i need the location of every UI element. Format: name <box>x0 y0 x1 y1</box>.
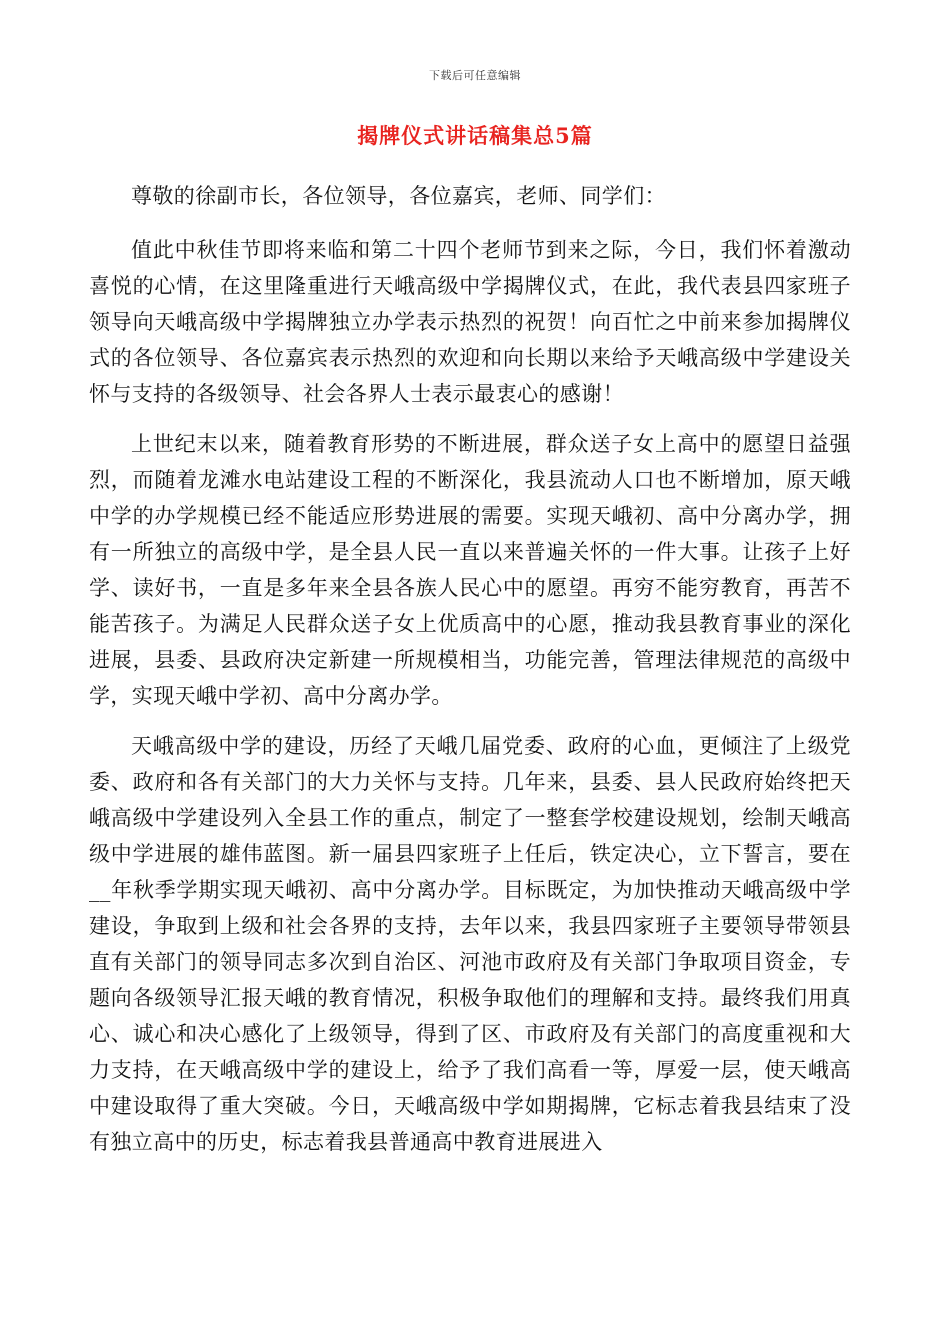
body-paragraph: 天峨高级中学的建设，历经了天峨几届党委、政府的心血，更倾注了上级党委、政府和各有关部门的大力关怀与支持。几年来，县委、县人民政府始终把天峨高级中学建设列入全县工作的重点，制定了一整套学校建设规划，绘制天峨高级中学进展的雄伟蓝图。新一届县四家班子上任后，铁定决心，立下誓言，要在__年秋季学期实现天峨初、高中分离办学。目标既定，为加快推动天峨高级中学建设，争取到上级和社会各界的支持，去年以来，我县四家班子主要领导带领县直有关部门的领导同志多次到自治区、河池市政府及有关部门争取项目资金，专题向各级领导汇报天峨的教育情况，积极争取他们的理解和支持。最终我们用真心、诚心和决心感化了上级领导，得到了区、市政府及有关部门的高度重视和大力支持，在天峨高级中学的建设上，给予了我们高看一等，厚爱一层，使天峨高中建设取得了重大突破。今日，天峨高级中学如期揭牌，它标志着我县结束了没有独立高中的历史，标志着我县普通高中教育进展进入 <box>89 734 851 1154</box>
document-title: 揭牌仪式讲话稿集总5篇 <box>357 123 593 148</box>
header-note: 下载后可任意编辑 <box>429 69 521 82</box>
body-paragraph: 值此中秋佳节即将来临和第二十四个老师节到来之际，今日，我们怀着激动喜悦的心情，在这里隆重进行天峨高级中学揭牌仪式，在此，我代表县四家班子领导向天峨高级中学揭牌独立办学表示热烈的祝贺！向百忙之中前来参加揭牌仪式的各位领导、各位嘉宾表示热烈的欢迎和向长期以来给予天峨高级中学建设关怀与支持的各级领导、社会各界人士表示最衷心的感谢！ <box>89 238 851 406</box>
document-body <box>89 178 851 1160</box>
greeting-paragraph: 尊敬的徐副市长，各位领导，各位嘉宾，老师、同学们： <box>131 184 666 208</box>
body-paragraph: 上世纪末以来，随着教育形势的不断进展，群众送子女上高中的愿望日益强烈，而随着龙滩水电站建设工程的不断深化，我县流动人口也不断增加，原天峨中学的办学规模已经不能适应形势进展的需要。实现天峨初、高中分离办学，拥有一所独立的高级中学，是全县人民一直以来普遍关怀的一件大事。让孩子上好学、读好书，一直是多年来全县各族人民心中的愿望。再穷不能穷教育，再苦不能苦孩子。为满足人民群众送子女上优质高中的心愿，推动我县教育事业的深化进展，县委、县政府决定新建一所规模相当，功能完善，管理法律规范的高级中学，实现天峨中学初、高中分离办学。 <box>89 432 851 708</box>
